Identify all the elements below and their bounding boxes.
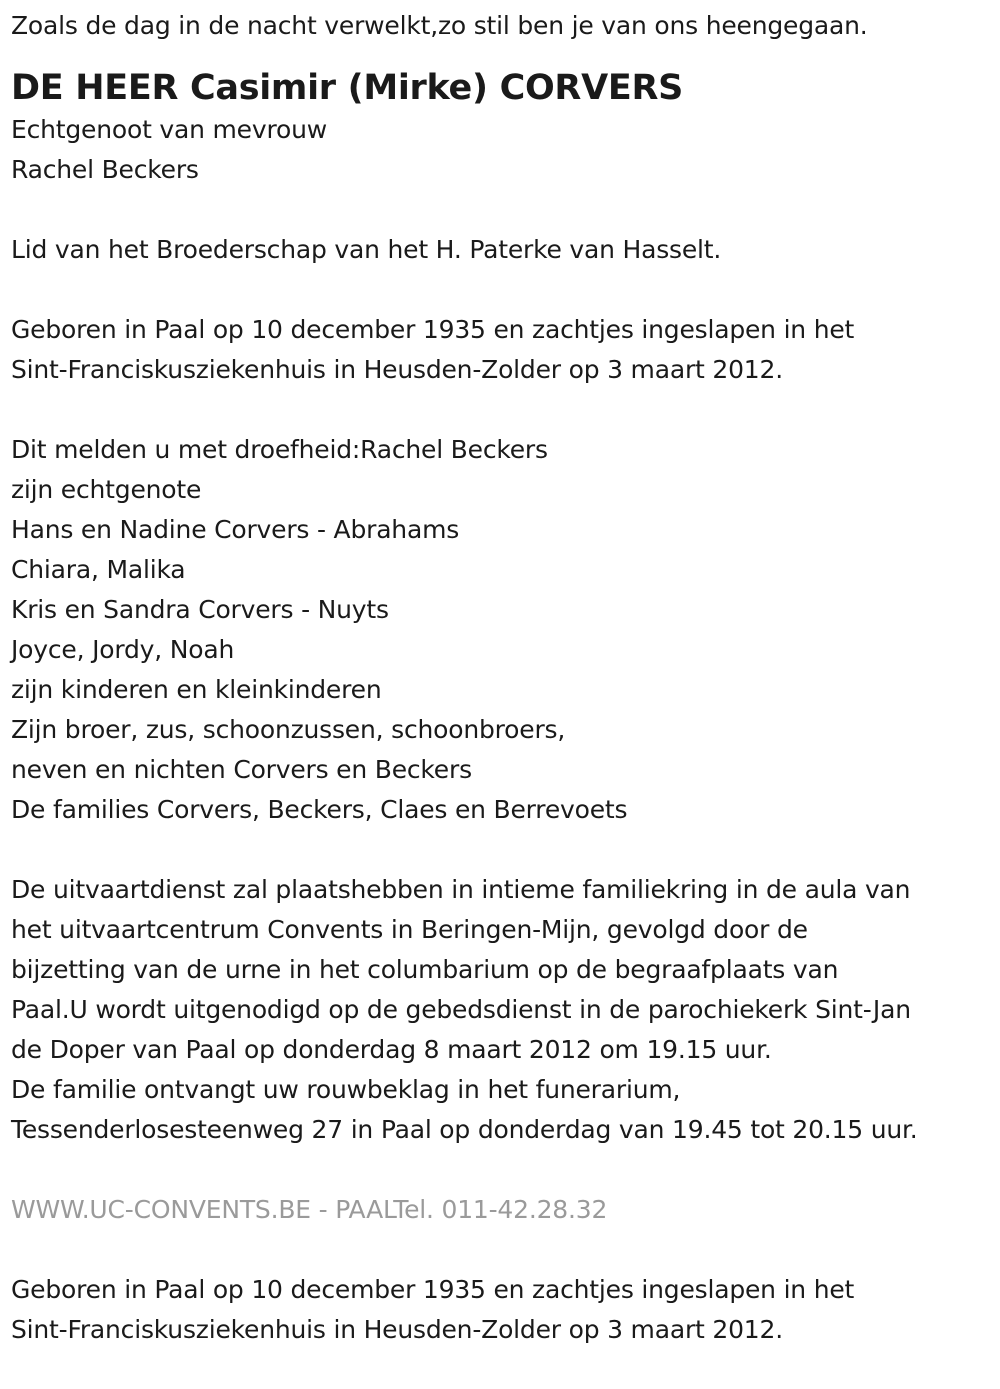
service-line: De uitvaartdienst zal plaatshebben in intieme familiekring in de aula van	[11, 875, 911, 904]
service-line: De familie ontvangt uw rouwbeklag in het funerarium,	[11, 1075, 681, 1104]
spouse-line: Echtgenoot van mevrouw	[11, 115, 327, 144]
service-line: Tessenderlosesteenweg 27 in Paal op donderdag van 19.45 tot 20.15 uur.	[11, 1115, 918, 1144]
spacer	[11, 1230, 991, 1270]
mourner-line: zijn kinderen en kleinkinderen	[11, 675, 382, 704]
birth-death-text-repeat: Geboren in Paal op 10 december 1935 en zachtjes ingeslapen in het	[11, 1275, 855, 1304]
birth-death-text: Geboren in Paal op 10 december 1935 en zachtjes ingeslapen in het	[11, 315, 855, 344]
birth-death-text-repeat: Sint-Franciskusziekenhuis in Heusden-Zolder op 3 maart 2012.	[11, 1315, 783, 1344]
mourner-line: Hans en Nadine Corvers - Abrahams	[11, 515, 460, 544]
obituary-document	[11, 0, 991, 1350]
spacer	[11, 270, 991, 310]
service-line: Paal.U wordt uitgenodigd op de gebedsdienst in de parochiekerk Sint-Jan	[11, 995, 911, 1024]
mourner-line: De families Corvers, Beckers, Claes en Berrevoets	[11, 795, 628, 824]
deceased-name: DE HEER Casimir (Mirke) CORVERS	[11, 68, 684, 108]
service-line: bijzetting van de urne in het columbarium op de begraafplaats van	[11, 955, 839, 984]
birth-death-text: Sint-Franciskusziekenhuis in Heusden-Zolder op 3 maart 2012.	[11, 355, 783, 384]
mourner-line: neven en nichten Corvers en Beckers	[11, 755, 472, 784]
mourner-line: Kris en Sandra Corvers - Nuyts	[11, 595, 389, 624]
mourner-line: Chiara, Malika	[11, 555, 186, 584]
service-line: het uitvaartcentrum Convents in Beringen-Mijn, gevolgd door de	[11, 915, 808, 944]
membership-text: Lid van het Broederschap van het H. Paterke van Hasselt.	[11, 235, 722, 264]
mourner-line: zijn echtgenote	[11, 475, 202, 504]
mourner-line: Dit melden u met droefheid:Rachel Beckers	[11, 435, 548, 464]
mourner-line: Zijn broer, zus, schoonzussen, schoonbroers,	[11, 715, 566, 744]
service-line: de Doper van Paal op donderdag 8 maart 2012 om 19.15 uur.	[11, 1035, 772, 1064]
spacer	[11, 190, 991, 230]
spacer	[11, 1150, 991, 1190]
spacer	[11, 830, 991, 870]
spacer	[11, 390, 991, 430]
funeral-home-contact: WWW.UC-CONVENTS.BE - PAALTel. 011-42.28.32	[11, 1195, 608, 1224]
mourner-line: Joyce, Jordy, Noah	[11, 635, 235, 664]
spouse-name: Rachel Beckers	[11, 155, 199, 184]
opening-quote: Zoals de dag in de nacht verwelkt,zo stil ben je van ons heengegaan.	[11, 11, 868, 40]
